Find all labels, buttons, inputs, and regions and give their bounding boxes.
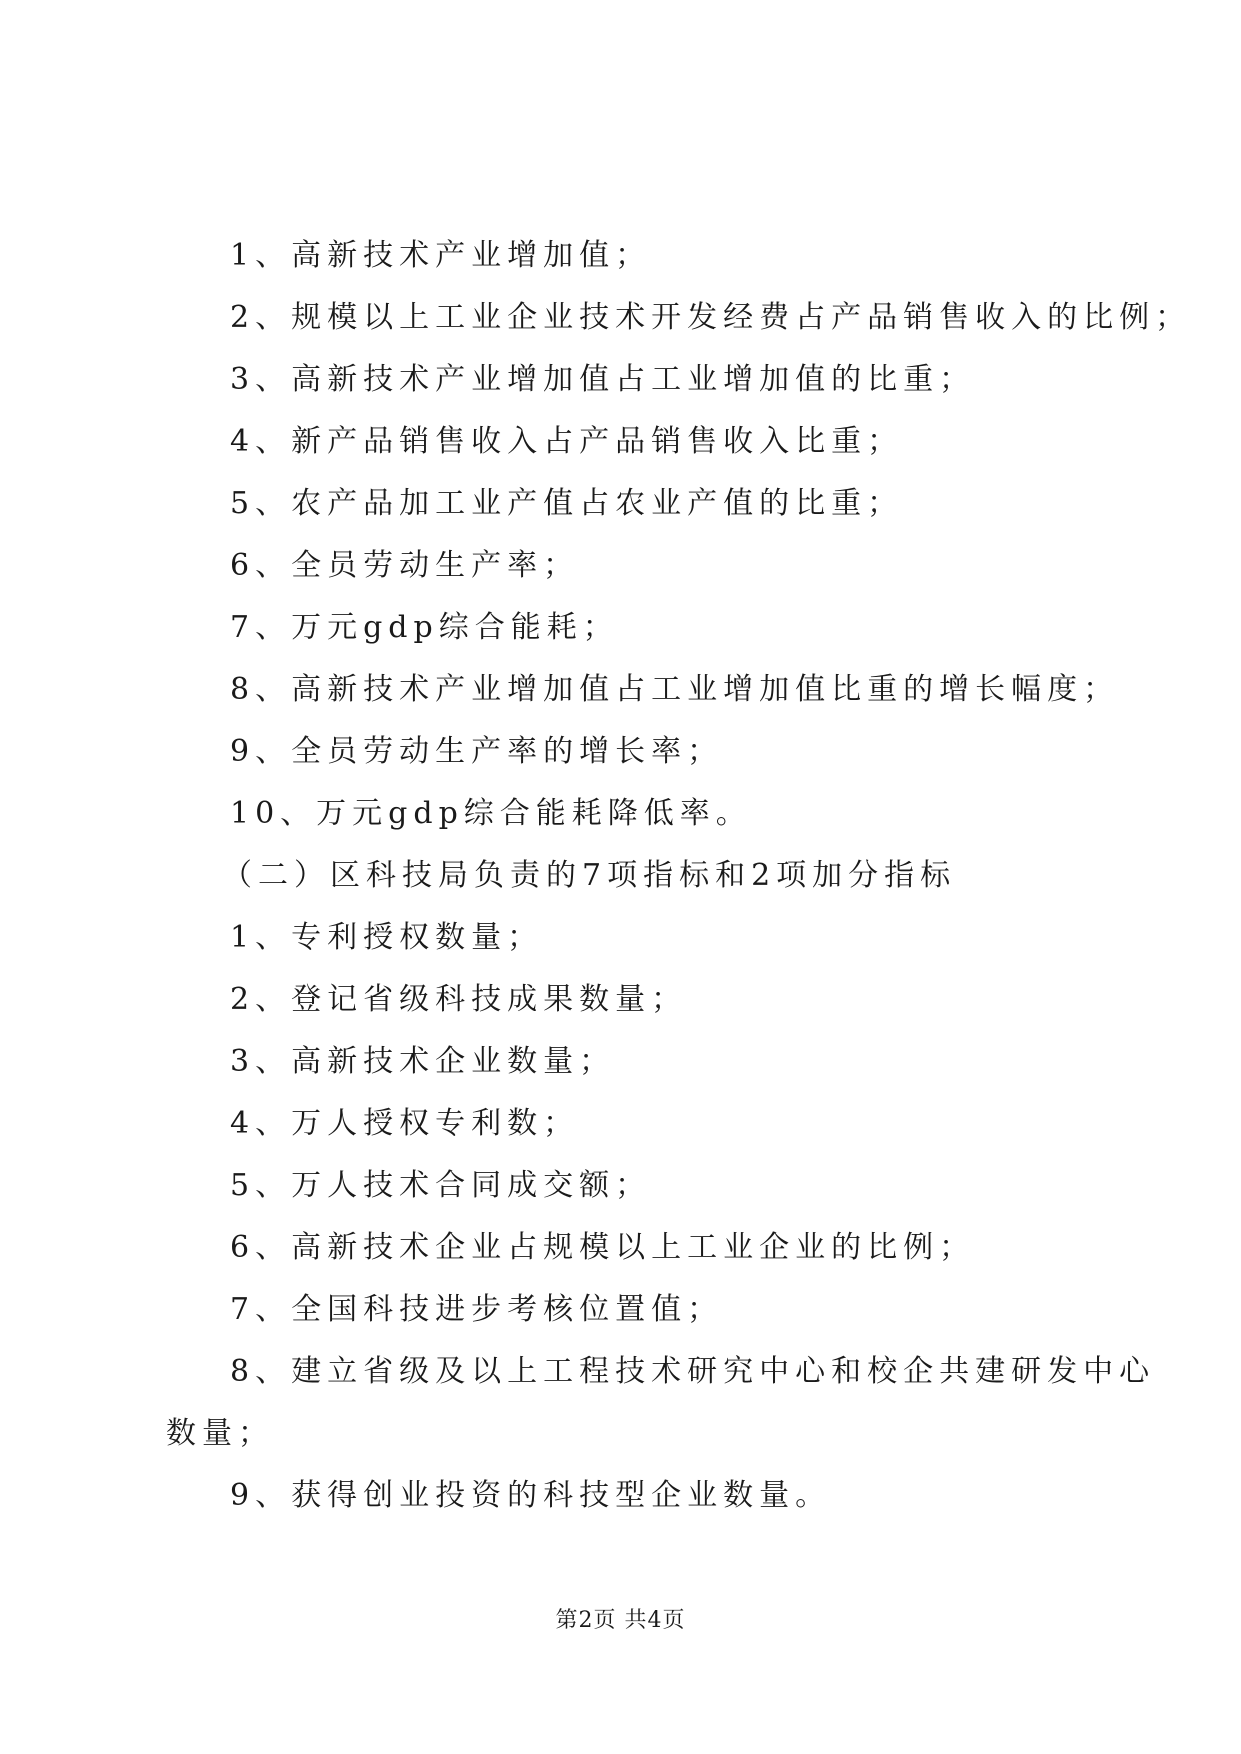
list-a-item-8: 8、高新技术产业增加值占工业增加值比重的增长幅度； <box>230 672 1120 707</box>
list-b-item-8-continuation: 数量； <box>166 1416 274 1451</box>
list-a-item-9: 9、全员劳动生产率的增长率； <box>230 734 724 769</box>
list-a-item-2: 2、规模以上工业企业技术开发经费占产品销售收入的比例； <box>230 300 1192 335</box>
list-a-item-10: 10、万元gdp综合能耗降低率。 <box>230 796 752 831</box>
list-b-item-7: 7、全国科技进步考核位置值； <box>230 1292 724 1327</box>
list-b-item-8: 8、建立省级及以上工程技术研究中心和校企共建研发中心 <box>230 1354 1156 1389</box>
list-a-item-6: 6、全员劳动生产率； <box>230 548 580 583</box>
list-a-item-7: 7、万元gdp综合能耗； <box>230 610 619 645</box>
list-a-item-1: 1、高新技术产业增加值； <box>230 238 652 273</box>
list-b-item-9: 9、获得创业投资的科技型企业数量。 <box>230 1478 832 1513</box>
section-heading: （二）区科技局负责的7项指标和2项加分指标 <box>222 858 957 893</box>
list-b-item-1: 1、专利授权数量； <box>230 920 544 955</box>
list-b-item-4: 4、万人授权专利数； <box>230 1106 580 1141</box>
list-b-item-2: 2、登记省级科技成果数量； <box>230 982 688 1017</box>
list-a-item-5: 5、农产品加工业产值占农业产值的比重； <box>230 486 904 521</box>
page-indicator: 第2页 共4页 <box>555 1608 686 1633</box>
list-b-item-6: 6、高新技术企业占规模以上工业企业的比例； <box>230 1230 976 1265</box>
list-a-item-3: 3、高新技术产业增加值占工业增加值的比重； <box>230 362 976 397</box>
list-a-item-4: 4、新产品销售收入占产品销售收入比重； <box>230 424 904 459</box>
list-b-item-5: 5、万人技术合同成交额； <box>230 1168 652 1203</box>
list-b-item-3: 3、高新技术企业数量； <box>230 1044 616 1079</box>
